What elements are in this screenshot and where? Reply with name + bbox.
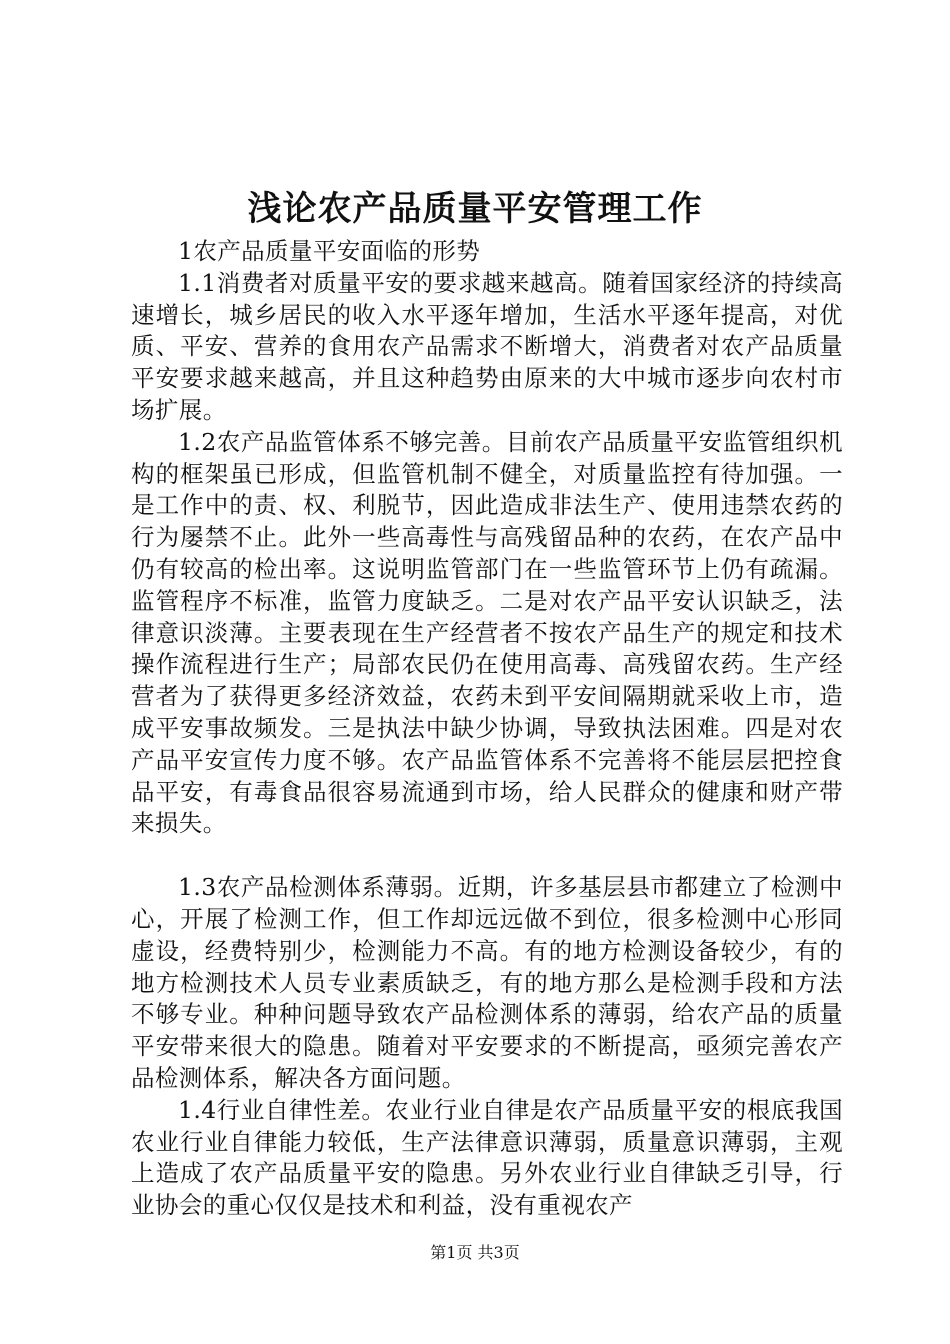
page-footer: 第1页 共3页 (430, 1243, 520, 1262)
paragraph-1-1: 1.1消费者对质量平安的要求越来越高。随着国家经济的持续高速增长，城乡居民的收入水平逐年增加，生活水平逐年提高，对优质、平安、营养的食用农产品需求不断增大，消费者对农产品质量平安要求越来越高，并且这种趋势由原来的大中城市逐步向农村市场扩展。 (131, 268, 843, 424)
section-heading: 1农产品质量平安面临的形势 (178, 237, 481, 265)
document-title: 浅论农产品质量平安管理工作 (247, 189, 703, 229)
paragraph-1-2: 1.2农产品监管体系不够完善。目前农产品质量平安监管组织机构的框架虽已形成，但监管机制不健全，对质量监控有待加强。一是工作中的责、权、利脱节，因此造成非法生产、使用违禁农药的行为屡禁不止。此外一些高毒性与高残留品种的农药，在农产品中仍有较高的检出率。这说明监管部门在一些监管环节上仍有疏漏。监管程序不标准，监管力度缺乏。二是对农产品平安认识缺乏，法律意识淡薄。主要表现在生产经营者不按农产品生产的规定和技术操作流程进行生产；局部农民仍在使用高毒、高残留农药。生产经营者为了获得更多经济效益，农药未到平安间隔期就采收上市，造成平安事故频发。三是执法中缺少协调，导致执法困难。四是对农产品平安宣传力度不够。农产品监管体系不完善将不能层层把控食品平安，有毒食品很容易流通到市场，给人民群众的健康和财产带来损失。 (131, 427, 843, 838)
document-body (131, 236, 843, 1222)
paragraph-gap (131, 840, 843, 872)
paragraph-1-3: 1.3农产品检测体系薄弱。近期，许多基层县市都建立了检测中心，开展了检测工作，但工作却远远做不到位，很多检测中心形同虚设，经费特别少，检测能力不高。有的地方检测设备较少，有的地方检测技术人员专业素质缺乏，有的地方那么是检测手段和方法不够专业。种种问题导致农产品检测体系的薄弱，给农产品的质量平安带来很大的隐患。随着对平安要求的不断提高，亟须完善农产品检测体系，解决各方面问题。 (131, 873, 843, 1092)
paragraph-1-4: 1.4行业自律性差。农业行业自律是农产品质量平安的根底我国农业行业自律能力较低，生产法律意识薄弱，质量意识薄弱，主观上造成了农产品质量平安的隐患。另外农业行业自律缺乏引导，行业协会的重心仅仅是技术和利益，没有重视农产 (131, 1095, 843, 1220)
